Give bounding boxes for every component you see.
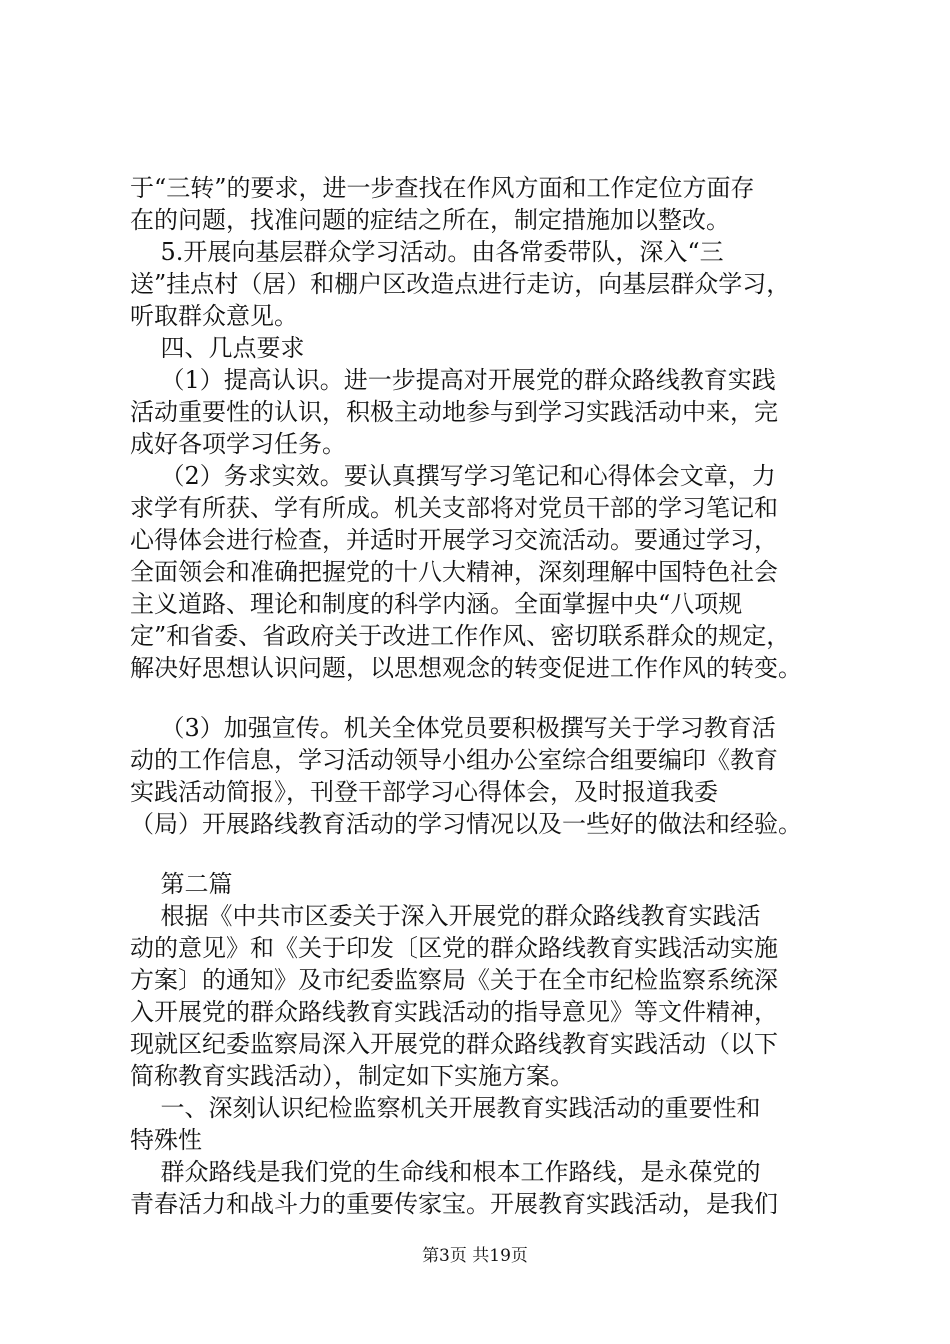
text-line: 主义道路、理论和制度的科学内涵。全面掌握中央“八项规 — [130, 590, 743, 618]
paragraph — [130, 332, 840, 364]
text-line: 一、深刻认识纪检监察机关开展教育实践活动的重要性和 — [130, 1094, 761, 1122]
text-line: 实践活动简报》，刊登干部学习心得体会，及时报道我委 — [130, 778, 718, 806]
page-footer: 第3页 共19页 — [422, 1246, 528, 1266]
text-line: 第二篇 — [130, 870, 233, 898]
paragraph — [130, 1092, 840, 1156]
text-line: 简称教育实践活动），制定如下实施方案。 — [130, 1062, 574, 1090]
paragraph — [130, 236, 840, 332]
text-line: （2）务求实效。要认真撰写学习笔记和心得体会文章，力 — [130, 462, 776, 490]
paragraph — [130, 172, 840, 236]
text-line: 四、几点要求 — [130, 334, 305, 362]
paragraph — [130, 868, 840, 900]
paragraph — [130, 712, 840, 840]
text-line: 听取群众意见。 — [130, 302, 298, 330]
text-line: 动的意见》和《关于印发〔区党的群众路线教育实践活动实施 — [130, 934, 778, 962]
text-line: （3）加强宣传。机关全体党员要积极撰写关于学习教育活 — [130, 714, 776, 742]
paragraph-spacer — [130, 684, 840, 712]
text-line: （1）提高认识。进一步提高对开展党的群众路线教育实践 — [130, 366, 776, 394]
paragraph — [130, 1156, 840, 1220]
text-line: 定”和省委、省政府关于改进工作作风、密切联系群众的规定， — [130, 622, 791, 650]
text-line: 入开展党的群众路线教育实践活动的指导意见》等文件精神， — [130, 998, 778, 1026]
paragraph — [130, 460, 840, 684]
text-line: 活动重要性的认识，积极主动地参与到学习实践活动中来，完 — [130, 398, 778, 426]
text-line: 群众路线是我们党的生命线和根本工作路线，是永葆党的 — [130, 1158, 761, 1186]
text-line: 5.开展向基层群众学习活动。由各常委带队，深入“三 — [130, 238, 724, 266]
paragraph — [130, 364, 840, 460]
text-line: 在的问题，找准问题的症结之所在，制定措施加以整改。 — [130, 206, 730, 234]
text-line: 青春活力和战斗力的重要传家宝。开展教育实践活动，是我们 — [130, 1190, 778, 1218]
text-line: 求学有所获、学有所成。机关支部将对党员干部的学习笔记和 — [130, 494, 778, 522]
text-line: 心得体会进行检查，并适时开展学习交流活动。要通过学习， — [130, 526, 778, 554]
text-line: 全面领会和准确把握党的十八大精神，深刻理解中国特色社会 — [130, 558, 778, 586]
text-line: （局）开展路线教育活动的学习情况以及一些好的做法和经验。 — [130, 810, 802, 838]
text-line: 成好各项学习任务。 — [130, 430, 346, 458]
text-line: 方案〕的通知》及市纪委监察局《关于在全市纪检监察系统深 — [130, 966, 778, 994]
text-line: 动的工作信息，学习活动领导小组办公室综合组要编印《教育 — [130, 746, 778, 774]
text-line: 送”挂点村（居）和棚户区改造点进行走访，向基层群众学习， — [130, 270, 791, 298]
text-line: 现就区纪委监察局深入开展党的群众路线教育实践活动（以下 — [130, 1030, 778, 1058]
text-line: 解决好思想认识问题，以思想观念的转变促进工作作风的转变。 — [130, 654, 802, 682]
text-line: 特殊性 — [130, 1126, 202, 1154]
paragraph-spacer — [130, 840, 840, 868]
document-body — [130, 172, 840, 1220]
paragraph — [130, 900, 840, 1092]
text-line: 根据《中共市区委关于深入开展党的群众路线教育实践活 — [130, 902, 761, 930]
text-line: 于“三转”的要求，进一步查找在作风方面和工作定位方面存 — [130, 174, 755, 202]
